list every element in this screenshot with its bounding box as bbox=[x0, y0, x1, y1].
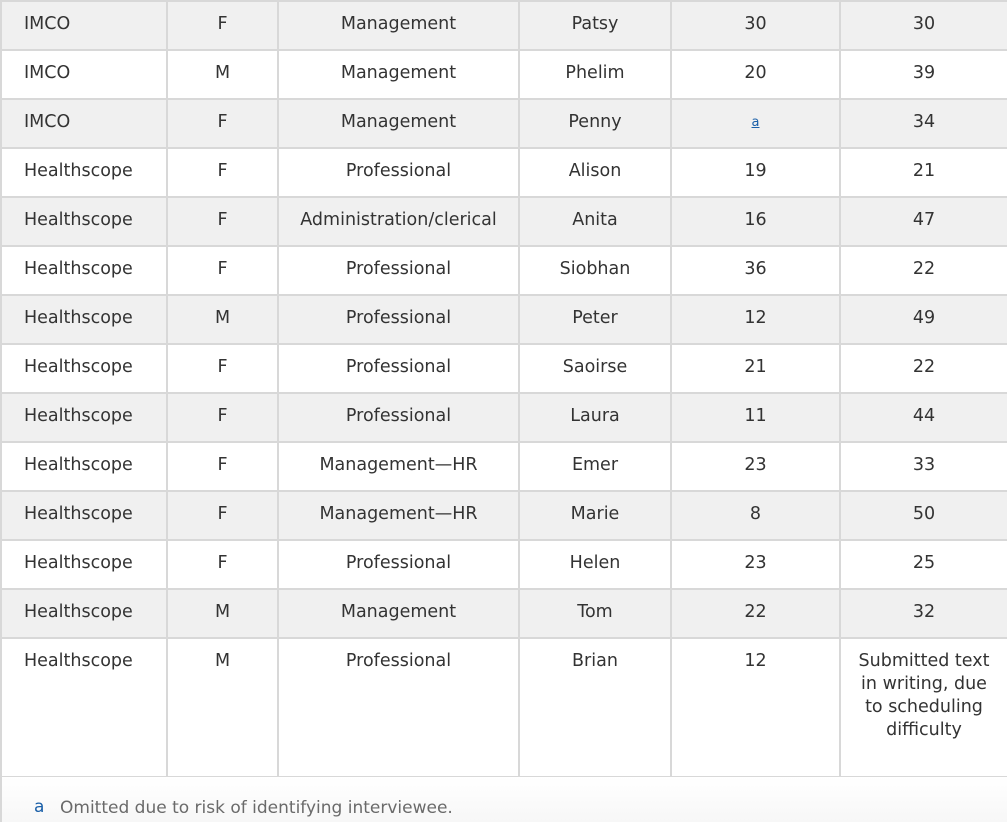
column-5-cell: 8 bbox=[671, 491, 840, 540]
column-5-cell: 16 bbox=[671, 197, 840, 246]
role-cell: Management bbox=[278, 589, 519, 638]
name-cell: Anita bbox=[519, 197, 671, 246]
table-row bbox=[1, 589, 1007, 638]
gender-cell: F bbox=[167, 1, 278, 50]
role-cell: Professional bbox=[278, 638, 519, 777]
table-row bbox=[1, 491, 1007, 540]
column-5-cell: 12 bbox=[671, 638, 840, 777]
table-row bbox=[1, 197, 1007, 246]
name-cell: Helen bbox=[519, 540, 671, 589]
table-row bbox=[1, 442, 1007, 491]
name-cell: Siobhan bbox=[519, 246, 671, 295]
column-6-cell: 22 bbox=[840, 246, 1007, 295]
footnote-text: Omitted due to risk of identifying interviewee. bbox=[60, 798, 453, 818]
role-cell: Administration/clerical bbox=[278, 197, 519, 246]
column-6-cell: 50 bbox=[840, 491, 1007, 540]
organisation-cell: Healthscope bbox=[1, 589, 167, 638]
gender-cell: M bbox=[167, 638, 278, 777]
organisation-cell: IMCO bbox=[1, 99, 167, 148]
gender-cell: F bbox=[167, 148, 278, 197]
table-row bbox=[1, 540, 1007, 589]
column-6-cell: 22 bbox=[840, 344, 1007, 393]
role-cell: Professional bbox=[278, 540, 519, 589]
table-row bbox=[1, 295, 1007, 344]
organisation-cell: Healthscope bbox=[1, 344, 167, 393]
name-cell: Alison bbox=[519, 148, 671, 197]
role-cell: Management—HR bbox=[278, 491, 519, 540]
role-cell: Professional bbox=[278, 393, 519, 442]
gender-cell: M bbox=[167, 295, 278, 344]
name-cell: Peter bbox=[519, 295, 671, 344]
role-cell: Professional bbox=[278, 344, 519, 393]
role-cell: Professional bbox=[278, 148, 519, 197]
table-row bbox=[1, 344, 1007, 393]
gender-cell: M bbox=[167, 589, 278, 638]
column-5-cell: 11 bbox=[671, 393, 840, 442]
column-5-cell: 22 bbox=[671, 589, 840, 638]
column-5-cell: 21 bbox=[671, 344, 840, 393]
organisation-cell: Healthscope bbox=[1, 442, 167, 491]
table-row bbox=[1, 393, 1007, 442]
column-6-cell: 25 bbox=[840, 540, 1007, 589]
gender-cell: F bbox=[167, 246, 278, 295]
column-6-cell: 34 bbox=[840, 99, 1007, 148]
role-cell: Management bbox=[278, 1, 519, 50]
name-cell: Phelim bbox=[519, 50, 671, 99]
organisation-cell: Healthscope bbox=[1, 246, 167, 295]
column-6-cell: 32 bbox=[840, 589, 1007, 638]
name-cell: Tom bbox=[519, 589, 671, 638]
footnote-link[interactable]: a bbox=[751, 115, 760, 130]
name-cell: Laura bbox=[519, 393, 671, 442]
column-5-cell: 23 bbox=[671, 540, 840, 589]
column-6-cell: 33 bbox=[840, 442, 1007, 491]
gender-cell: F bbox=[167, 344, 278, 393]
organisation-cell: IMCO bbox=[1, 50, 167, 99]
table-row bbox=[1, 99, 1007, 148]
column-6-cell: 39 bbox=[840, 50, 1007, 99]
column-6-cell: Submitted text in writing, due to scheduling difficulty bbox=[840, 638, 1007, 777]
name-cell: Patsy bbox=[519, 1, 671, 50]
table-row bbox=[1, 1, 1007, 50]
organisation-cell: IMCO bbox=[1, 1, 167, 50]
gender-cell: M bbox=[167, 50, 278, 99]
column-5-cell: 12 bbox=[671, 295, 840, 344]
table-row bbox=[1, 50, 1007, 99]
column-6-cell: 49 bbox=[840, 295, 1007, 344]
column-6-cell: 44 bbox=[840, 393, 1007, 442]
table-row bbox=[1, 148, 1007, 197]
column-5-cell: 20 bbox=[671, 50, 840, 99]
column-6-cell: 30 bbox=[840, 1, 1007, 50]
column-5-cell: 30 bbox=[671, 1, 840, 50]
column-6-cell: 47 bbox=[840, 197, 1007, 246]
column-5-cell bbox=[671, 99, 840, 148]
organisation-cell: Healthscope bbox=[1, 148, 167, 197]
role-cell: Professional bbox=[278, 246, 519, 295]
organisation-cell: Healthscope bbox=[1, 393, 167, 442]
role-cell: Management bbox=[278, 50, 519, 99]
column-5-cell: 36 bbox=[671, 246, 840, 295]
column-5-cell: 19 bbox=[671, 148, 840, 197]
column-6-cell: 21 bbox=[840, 148, 1007, 197]
organisation-cell: Healthscope bbox=[1, 197, 167, 246]
name-cell: Emer bbox=[519, 442, 671, 491]
name-cell: Marie bbox=[519, 491, 671, 540]
gender-cell: F bbox=[167, 442, 278, 491]
table-row bbox=[1, 638, 1007, 777]
gender-cell: F bbox=[167, 393, 278, 442]
gender-cell: F bbox=[167, 491, 278, 540]
organisation-cell: Healthscope bbox=[1, 540, 167, 589]
role-cell: Management bbox=[278, 99, 519, 148]
organisation-cell: Healthscope bbox=[1, 295, 167, 344]
gender-cell: F bbox=[167, 99, 278, 148]
organisation-cell: Healthscope bbox=[1, 638, 167, 777]
footnote-mark: a bbox=[34, 797, 45, 817]
name-cell: Saoirse bbox=[519, 344, 671, 393]
gender-cell: F bbox=[167, 540, 278, 589]
name-cell: Brian bbox=[519, 638, 671, 777]
name-cell: Penny bbox=[519, 99, 671, 148]
role-cell: Professional bbox=[278, 295, 519, 344]
gender-cell: F bbox=[167, 197, 278, 246]
table-footnote bbox=[0, 777, 1007, 822]
role-cell: Management—HR bbox=[278, 442, 519, 491]
organisation-cell: Healthscope bbox=[1, 491, 167, 540]
table-row bbox=[1, 246, 1007, 295]
column-5-cell: 23 bbox=[671, 442, 840, 491]
